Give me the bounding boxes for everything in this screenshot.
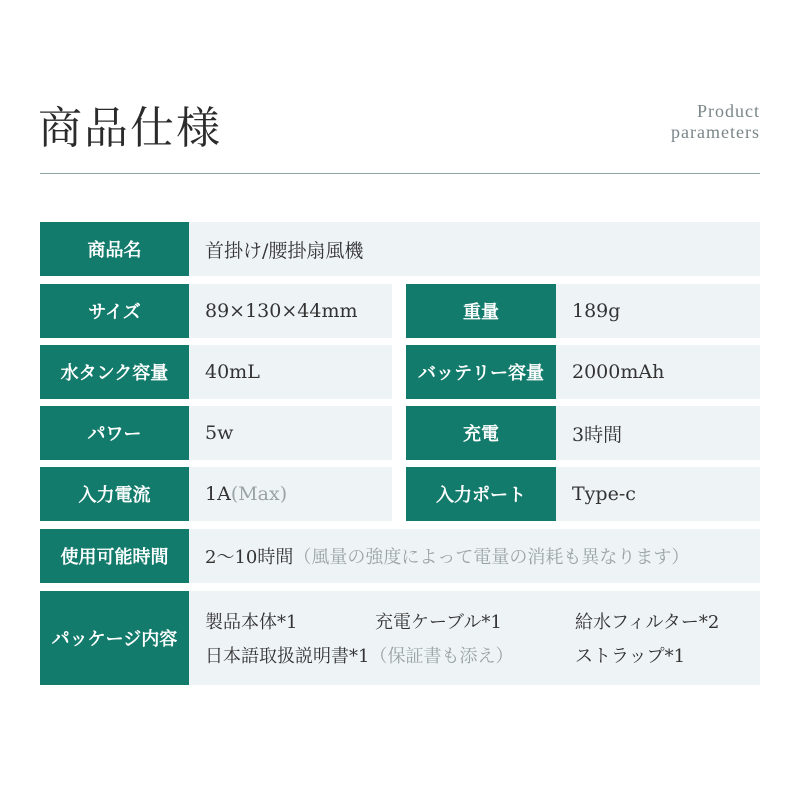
page-subtitle <box>671 101 760 143</box>
package-item: 給水フィルター*2 <box>575 612 720 633</box>
spec-row-input <box>40 467 760 521</box>
spec-label: パッケージ内容 <box>40 591 189 685</box>
package-item-main: 日本語取扱説明書*1 <box>205 646 370 667</box>
spec-value: 189g <box>556 284 760 338</box>
spec-label: パワー <box>40 406 189 460</box>
spec-label: 入力電流 <box>40 467 189 521</box>
spec-label: 水タンク容量 <box>40 345 189 399</box>
spec-row-tank-battery <box>40 345 760 399</box>
spec-value-main: 2〜10時間 <box>205 547 294 568</box>
subtitle-line-2: parameters <box>671 122 760 142</box>
spec-value-note: (Max) <box>230 483 288 505</box>
spec-value-note: （風量の強度によって電量の消耗も異なります） <box>293 547 690 568</box>
spec-row-package <box>40 591 760 685</box>
spec-label: 重量 <box>406 284 556 338</box>
spec-value <box>189 529 760 583</box>
spec-value-main: 1A <box>205 483 231 505</box>
spec-row-size-weight <box>40 284 760 338</box>
spec-value: 2000mAh <box>556 345 760 399</box>
header-divider <box>40 173 760 174</box>
spec-value: 40mL <box>189 345 392 399</box>
package-contents <box>189 591 760 685</box>
spec-label: 入力ポート <box>406 467 556 521</box>
package-item <box>205 642 575 668</box>
spec-row-power-charge <box>40 406 760 460</box>
spec-label: 商品名 <box>40 222 189 276</box>
spec-row-usage-time <box>40 529 760 583</box>
spec-label: 使用可能時間 <box>40 529 189 583</box>
subtitle-line-1: Product <box>697 101 760 121</box>
spec-value: Type-c <box>556 467 760 521</box>
package-items <box>205 608 745 668</box>
spec-value: 3時間 <box>556 406 760 460</box>
spec-label: 充電 <box>406 406 556 460</box>
spec-label: バッテリー容量 <box>406 345 556 399</box>
spec-value: 5w <box>189 406 392 460</box>
spec-row-product-name <box>40 222 760 276</box>
spec-value: 89×130×44mm <box>189 284 392 338</box>
spec-value <box>189 467 392 521</box>
spec-label: サイズ <box>40 284 189 338</box>
package-item: 製品本体*1 <box>205 612 298 633</box>
package-item: 充電ケーブル*1 <box>375 612 502 633</box>
spec-value: 首掛け/腰掛扇風機 <box>189 222 760 276</box>
package-item-note: （保証書も添え） <box>369 646 514 667</box>
package-item: ストラップ*1 <box>575 646 686 667</box>
page-title: 商品仕様 <box>38 103 222 154</box>
